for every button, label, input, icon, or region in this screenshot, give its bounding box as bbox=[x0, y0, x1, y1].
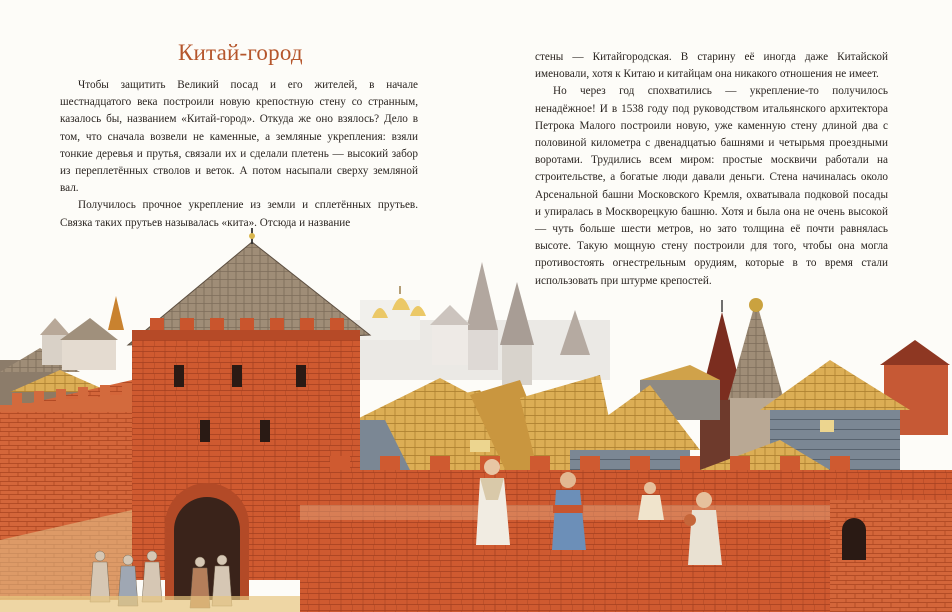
paragraph: Но через год спохватились — укрепление-то получилось ненадёжное! И в 1538 году под руководством итальянского архитектора Петрока Малого построили новую, уже каменную стену длиной два с половиной километра с двенадцатью башнями и четырьмя проездными воротами. Трудились всем миром: простые москвичи работали на строительстве, а богатые люди давали деньги. Стена начиналась около Арсенальной башни Московского Кремля, охватывала подковой посады и упиралась в Москворецкую башню. Хотя и была она не очень высокой — чуть больше шести метров, но зато толщина её почти равнялась высоте. Такую мощную стену построили для того, чтобы она могла противостоять огнестрельным орудиям, которые в то время стали использовать при штурме крепостей. bbox=[535, 85, 888, 287]
fortress-wall-front bbox=[300, 456, 952, 612]
kitay-gorod-illustration bbox=[0, 225, 952, 612]
kremlin-background bbox=[350, 262, 610, 385]
paragraph: стены — Китайгородская. В старину её иногда даже Китайской именовали, хотя к Китаю и китайцам она никакого отношения не имеет. bbox=[535, 51, 888, 81]
paragraph: Получилось прочное укрепление из земли и сплетённых прутьев. Связка таких прутьев называлась «кита». Отсюда и название bbox=[60, 199, 418, 229]
page-title: Китай-город bbox=[178, 40, 303, 65]
fortress-wall-left bbox=[0, 380, 132, 600]
left-text-column bbox=[60, 77, 418, 232]
paragraph: Чтобы защитить Великий посад и его жителей, в начале шестнадцатого века построили новую крепостную стену со странным, казалось бы, названием «Китай-город». Откуда же оно взялось? Дело в том, что сначала возвели не каменные, а земляные укрепления: взяли тонкие деревья и прутья, связали их и сделали плетень — высокий забор из переплетённых стволов и веток. А потом насыпали сверху земляной вал. bbox=[60, 79, 418, 195]
